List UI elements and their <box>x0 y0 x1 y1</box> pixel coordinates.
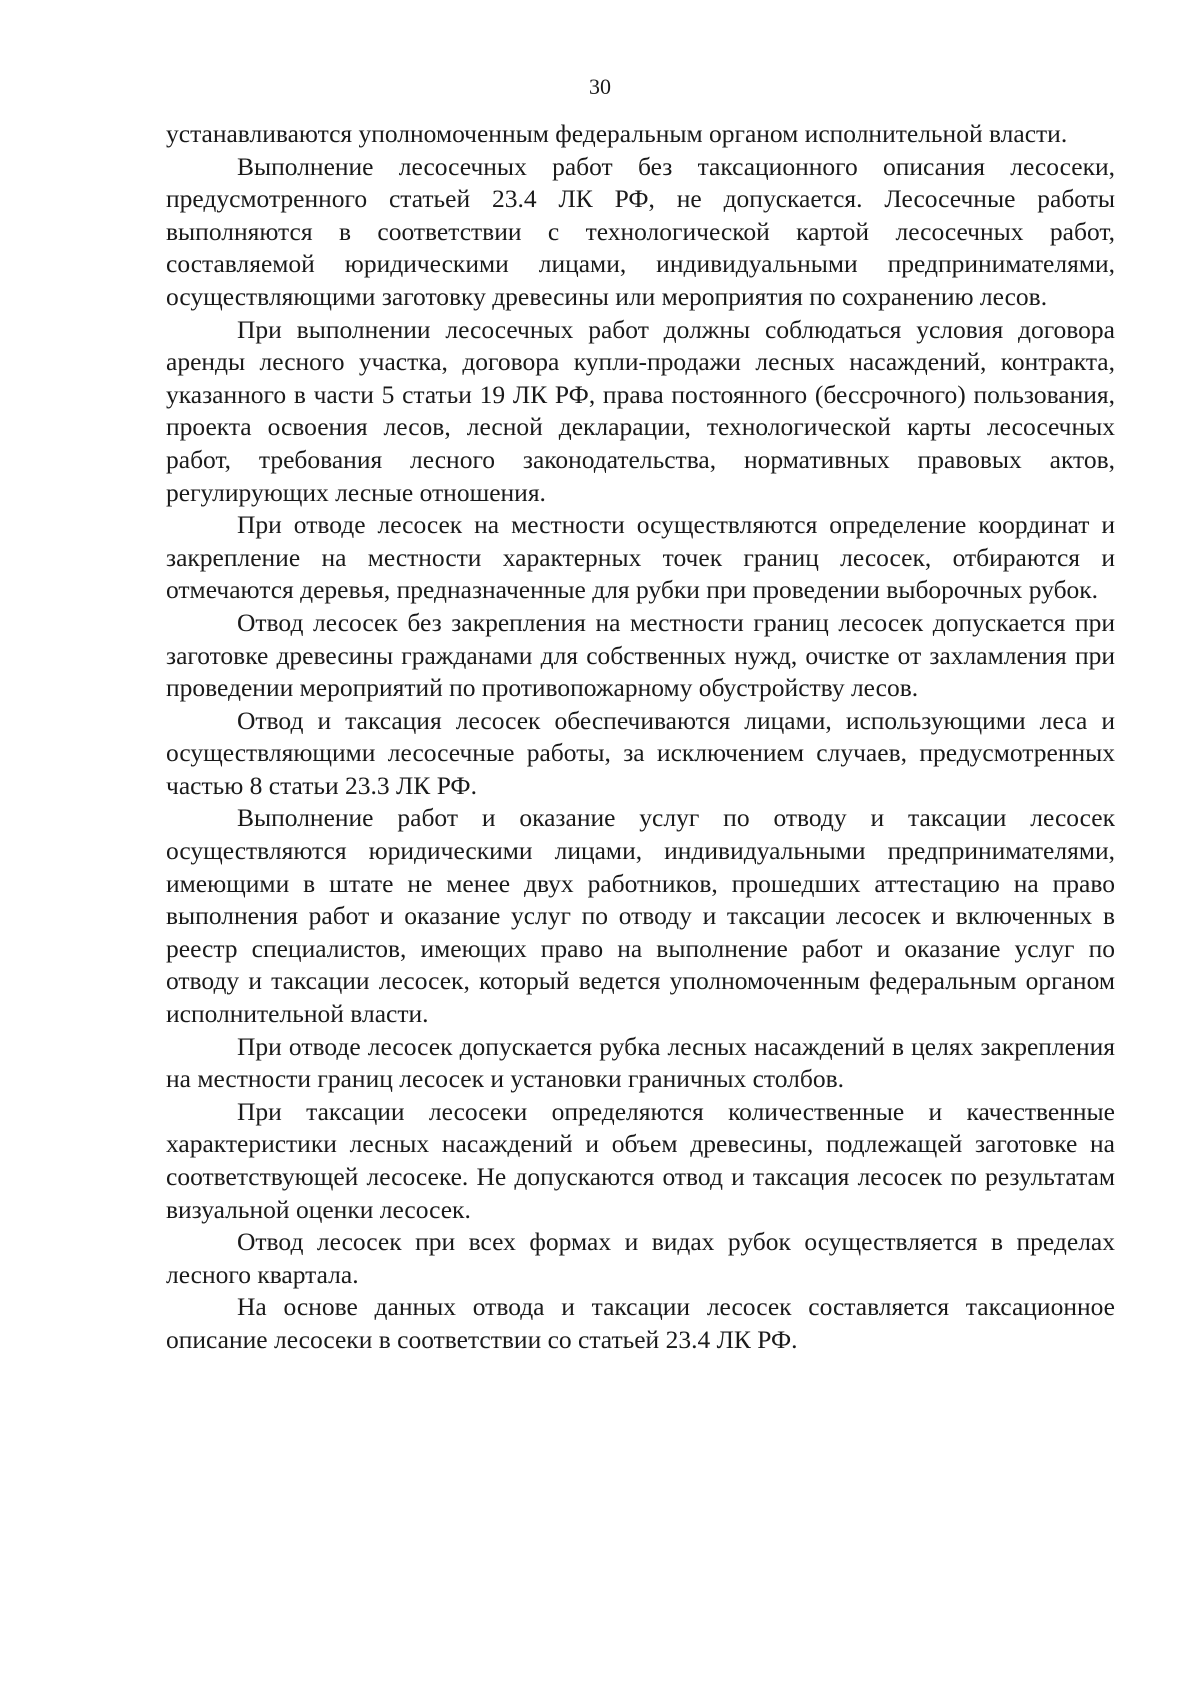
paragraph: Отвод лесосек при всех формах и видах рубок осуществляется в пределах лесного квартала. <box>166 1227 1115 1289</box>
paragraph: При выполнении лесосечных работ должны соблюдаться условия договора аренды лесного участка, договора купли-продажи лесных насаждений, контракта, указанного в части 5 статьи 19 ЛК РФ, права постоянного (бессрочного) пользования, проекта освоения лесов, лесной декларации, технологической карты лесосечных работ, требования лесного законодательства, нормативных правовых актов, регулирующих лесные отношения. <box>166 314 1115 507</box>
document-body <box>166 118 1115 1357</box>
paragraph: При отводе лесосек на местности осуществляются определение координат и закрепление на местности характерных точек границ лесосек, отбираются и отмечаются деревья, предназначенные для рубки при проведении выборочных рубок. <box>166 510 1115 605</box>
paragraph: При таксации лесосеки определяются количественные и качественные характеристики лесных насаждений и объем древесины, подлежащей заготовке на соответствующей лесосеке. Не допускаются отвод и таксация лесосек по результатам визуальной оценки лесосек. <box>166 1096 1115 1224</box>
paragraph: Выполнение лесосечных работ без таксационного описания лесосеки, предусмотренного статьей 23.4 ЛК РФ, не допускается. Лесосечные работы выполняются в соответствии с технологической картой лесосечных работ, составляемой юридическими лицами, индивидуальными предпринимателями, осуществляющими заготовку древесины или мероприятия по сохранению лесов. <box>166 151 1115 311</box>
paragraph: Выполнение работ и оказание услуг по отводу и таксации лесосек осуществляются юридическими лицами, индивидуальными предпринимателями, имеющими в штате не менее двух работников, прошедших аттестацию на право выполнения работ и оказание услуг по отводу и таксации лесосек и включенных в реестр специалистов, имеющих право на выполнение работ и оказание услуг по отводу и таксации лесосек, который ведется уполномоченным федеральным органом исполнительной власти. <box>166 803 1115 1029</box>
page-number: 30 <box>589 74 611 99</box>
paragraph-continuation: устанавливаются уполномоченным федеральным органом исполнительной власти. <box>166 119 1068 148</box>
paragraph: Отвод и таксация лесосек обеспечиваются лицами, использующими леса и осуществляющими лесосечные работы, за исключением случаев, предусмотренных частью 8 статьи 23.3 ЛК РФ. <box>166 705 1115 800</box>
paragraph: При отводе лесосек допускается рубка лесных насаждений в целях закрепления на местности границ лесосек и установки граничных столбов. <box>166 1031 1115 1094</box>
paragraph: На основе данных отвода и таксации лесосек составляется таксационное описание лесосеки в соответствии со статьей 23.4 ЛК РФ. <box>166 1292 1115 1354</box>
paragraph: Отвод лесосек без закрепления на местности границ лесосек допускается при заготовке древесины гражданами для собственных нужд, очистке от захламления при проведении мероприятий по противопожарному обустройству лесов. <box>166 607 1115 703</box>
